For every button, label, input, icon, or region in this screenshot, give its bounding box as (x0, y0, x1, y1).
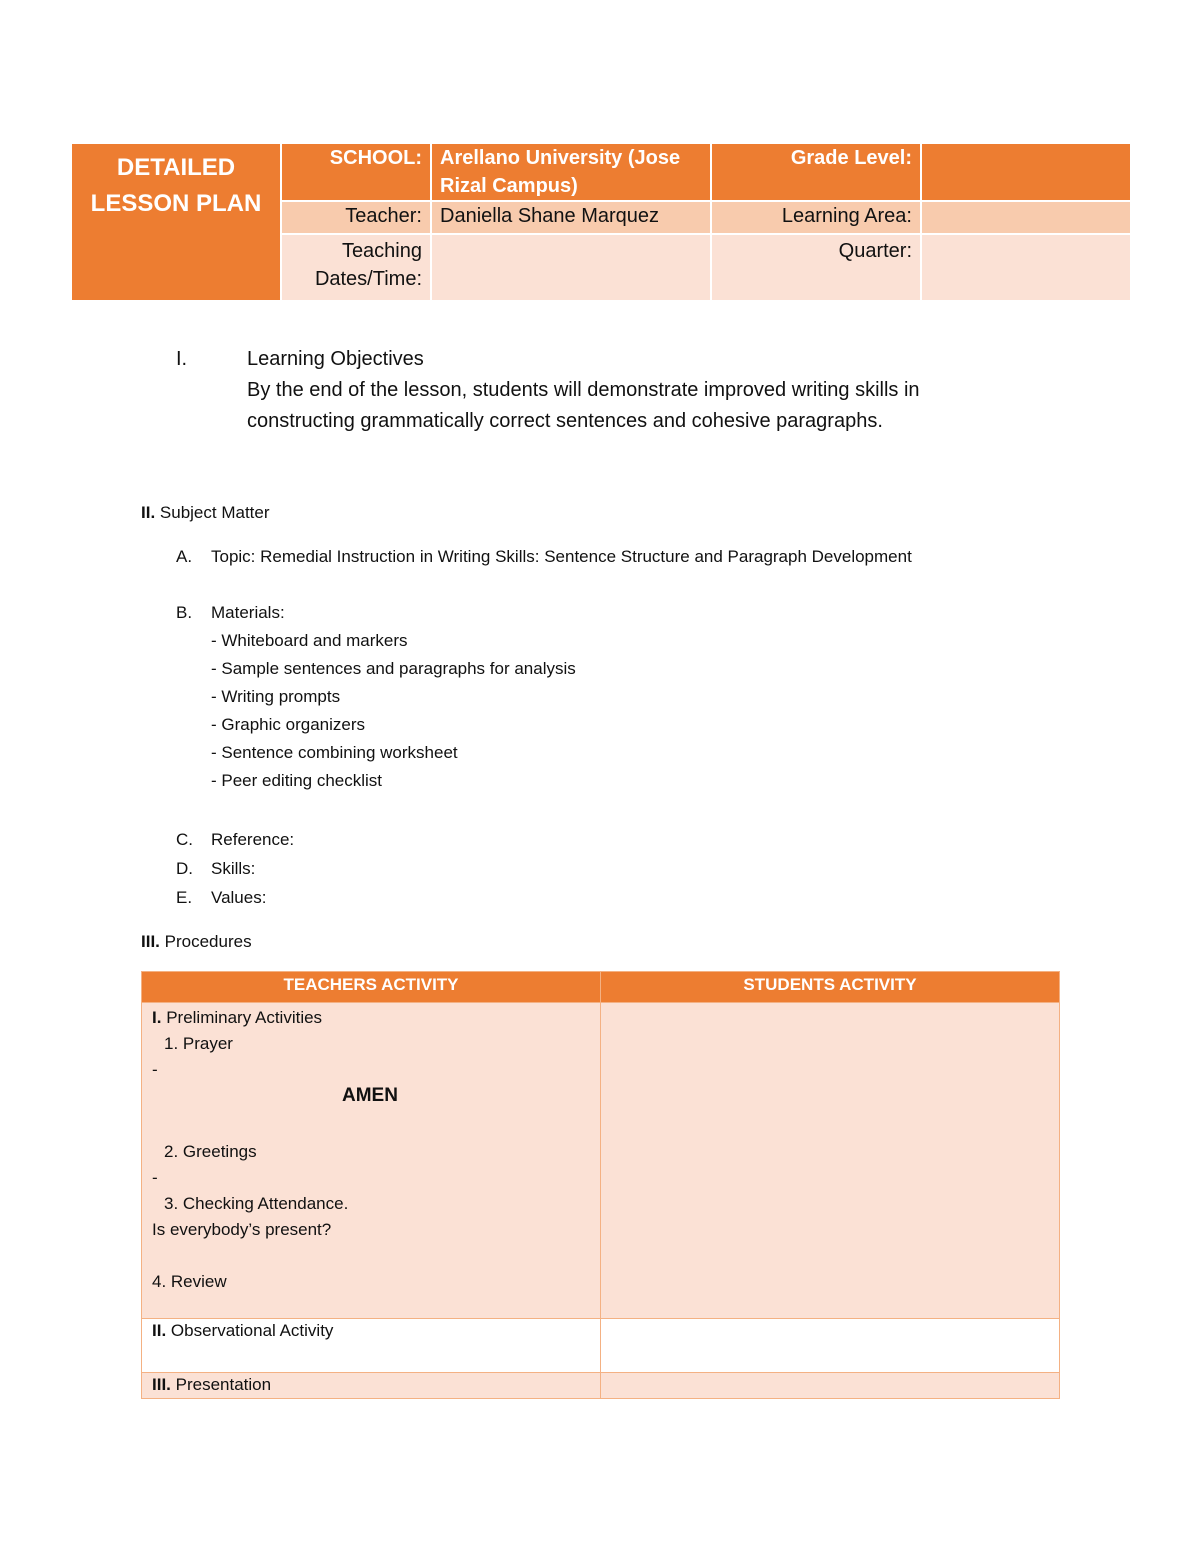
material-item: - Whiteboard and markers (211, 631, 408, 650)
students-activity-header: STUDENTS ACTIVITY (601, 972, 1060, 1003)
material-item: - Graphic organizers (211, 715, 366, 734)
prayer-item: 1. Prayer (164, 1034, 233, 1053)
objectives-text: By the end of the lesson, students will demonstrate improved writing skills in constructing grammatically correct sentences and cohesive paragraphs. (247, 379, 920, 432)
attendance-question: Is everybody’s present? (152, 1220, 332, 1239)
reference-letter: C. (176, 830, 193, 849)
objectives-numeral: I. (176, 348, 188, 370)
dash-line: - (152, 1168, 158, 1187)
material-item: - Writing prompts (211, 687, 341, 706)
lesson-plan-header-table (70, 142, 1132, 302)
values-label: Values: (211, 888, 267, 907)
grade-level-label: Grade Level: (711, 143, 921, 201)
teachers-activity-header: TEACHERS ACTIVITY (142, 972, 601, 1003)
presentation-cell: III. Presentation (142, 1373, 601, 1399)
preliminary-heading: I. Preliminary Activities (152, 1008, 323, 1027)
learning-area-value (921, 201, 1131, 234)
students-preliminary-cell (601, 1003, 1060, 1319)
review-item: 4. Review (152, 1272, 227, 1291)
objectives-heading: Learning Objectives (247, 348, 424, 370)
students-observational-cell (601, 1319, 1060, 1373)
reference-label: Reference: (211, 830, 295, 849)
materials-letter: B. (176, 603, 193, 622)
skills-letter: D. (176, 859, 193, 878)
teaching-dates-label: Teaching Dates/Time: (281, 234, 431, 301)
dash-line: - (152, 1060, 158, 1079)
quarter-value (921, 234, 1131, 301)
teacher-value: Daniella Shane Marquez (431, 201, 711, 234)
preliminary-activities-cell (142, 1003, 601, 1319)
learning-area-label: Learning Area: (711, 201, 921, 234)
materials-list (211, 627, 576, 795)
material-item: - Sample sentences and paragraphs for analysis (211, 659, 576, 678)
teacher-label: Teacher: (281, 201, 431, 234)
grade-level-value (921, 143, 1131, 201)
materials-heading: Materials: (211, 603, 285, 622)
skills-label: Skills: (211, 859, 256, 878)
material-item: - Sentence combining worksheet (211, 743, 458, 762)
observational-activity-cell: II. Observational Activity (142, 1319, 601, 1373)
school-value: Arellano University (Jose Rizal Campus) (431, 143, 711, 201)
document-title: DETAILED LESSON PLAN (71, 143, 281, 301)
procedures-table (141, 971, 1060, 1399)
topic-text: Topic: Remedial Instruction in Writing Skills: Sentence Structure and Paragraph Development (211, 547, 912, 566)
greetings-item: 2. Greetings (164, 1142, 257, 1161)
amen-response: AMEN (342, 1085, 398, 1106)
students-presentation-cell (601, 1373, 1060, 1399)
topic-letter: A. (176, 547, 193, 566)
procedures-heading: III. Procedures (141, 932, 252, 951)
values-letter: E. (176, 888, 193, 907)
material-item: - Peer editing checklist (211, 771, 383, 790)
school-label: SCHOOL: (281, 143, 431, 201)
quarter-label: Quarter: (711, 234, 921, 301)
teaching-dates-value (431, 234, 711, 301)
attendance-item: 3. Checking Attendance. (164, 1194, 349, 1213)
subject-matter-heading: II. Subject Matter (141, 503, 270, 522)
